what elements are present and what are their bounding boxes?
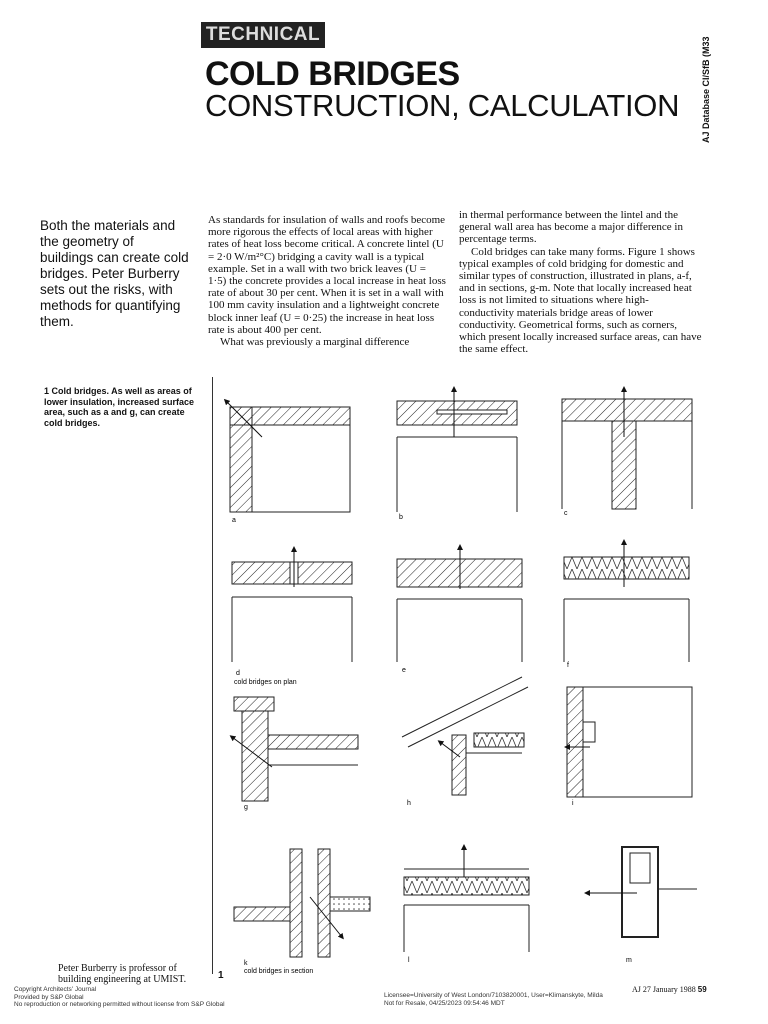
- copyright-notice: [14, 986, 225, 1009]
- page-folio: [632, 985, 707, 994]
- article-column-1: [208, 214, 446, 348]
- panel-label-i: i: [572, 800, 574, 807]
- article-subtitle: CONSTRUCTION, CALCULATION: [205, 88, 680, 123]
- plan-label: cold bridges on plan: [234, 679, 297, 686]
- column-1-paragraph-2: What was previously a marginal difference: [220, 336, 410, 349]
- column-1-paragraph-1: As standards for insulation of walls and roofs become more rigorous the effects of local areas with higher rates of heat loss become critical. A concrete lintel (U = 2·0 W/m²°C) bridging a cavity wall is a typical example. Set in a wall with two brick leaves (U = 1·5) the concrete provides a local increase in heat loss rate of about 30 per cent. When it is set in a wall with 100 mm cavity insulation and a lightweight concrete block inner leaf (U = 0·25) the increase in heat loss rate is about 400 per cent.: [208, 214, 446, 336]
- copyright-line-1: Copyright Architects' Journal: [14, 986, 97, 993]
- panel-label-e: e: [402, 667, 406, 674]
- panel-label-c: c: [564, 510, 568, 517]
- panel-k: [234, 849, 370, 967]
- database-reference: [692, 36, 722, 152]
- panel-g: [232, 697, 358, 811]
- panel-label-h: h: [407, 800, 411, 807]
- panel-a: [226, 401, 350, 524]
- article-title: COLD BRIDGES: [205, 55, 460, 93]
- panel-m: [587, 847, 697, 964]
- copyright-line-2: Provided by S&P Global: [14, 993, 84, 1001]
- article-column-2: [459, 209, 703, 355]
- panel-label-k: k: [244, 960, 248, 967]
- column-2-paragraph-1: in thermal performance between the lintel and the general wall area has become a major difference in percentage terms.: [459, 209, 683, 246]
- panel-label-b: b: [399, 514, 403, 521]
- figure-caption: 1 Cold bridges. As well as areas of lower insulation, increased surface area, such as a and g, can create cold bridges.: [44, 386, 195, 428]
- cold-bridge-figure: [212, 377, 712, 977]
- panel-b: [397, 389, 517, 521]
- issue-date: AJ 27 January 1988: [632, 985, 696, 994]
- license-line-1: Licensee=University of West London/7103820001, User=Klimanskyte, Milda: [384, 992, 603, 999]
- panel-label-l: l: [408, 957, 410, 964]
- page-number: 59: [697, 985, 707, 994]
- license-line-2: Not for Resale, 04/25/2023 09:54:46 MDT: [384, 999, 505, 1007]
- column-2-paragraph-2: Cold bridges can take many forms. Figure 1 shows typical examples of cold bridging for domestic and similar types of construction, illustrated in plans, a-f, and in sections, g-m. Note that locally increased heat loss is not limited to situations where high-conductivity materials bridge areas of lower conductivity. Geometrical forms, such as corners, which present locally increased surface areas, can have the same effect.: [459, 245, 702, 356]
- panel-c: [562, 389, 692, 517]
- figure-number: 1: [218, 970, 224, 981]
- section-kicker: TECHNICAL: [201, 22, 325, 48]
- copyright-line-3: No reproduction or networking permitted without license from S&P Global: [14, 1001, 225, 1008]
- panel-label-m: m: [626, 957, 632, 964]
- panel-label-a: a: [232, 517, 236, 524]
- panel-d: [232, 549, 352, 677]
- panel-l: [404, 847, 529, 964]
- standfirst: Both the materials and the geometry of buildings can create cold bridges. Peter Burberry sets out the risks, with methods for quantifying them.: [40, 218, 189, 329]
- panel-label-f: f: [567, 662, 569, 669]
- panel-f: [564, 542, 689, 669]
- license-notice: [384, 992, 603, 1007]
- author-bio: Peter Burberry is professor of building engineering at UMIST.: [58, 963, 187, 985]
- panel-h: [402, 677, 528, 807]
- section-label: cold bridges in section: [244, 968, 314, 975]
- database-reference-text: AJ Database CI/SfB (M33: [701, 36, 711, 143]
- panel-e: [397, 547, 522, 674]
- panel-label-g: g: [244, 804, 248, 811]
- panel-i: [567, 687, 692, 807]
- panel-label-d: d: [236, 670, 240, 677]
